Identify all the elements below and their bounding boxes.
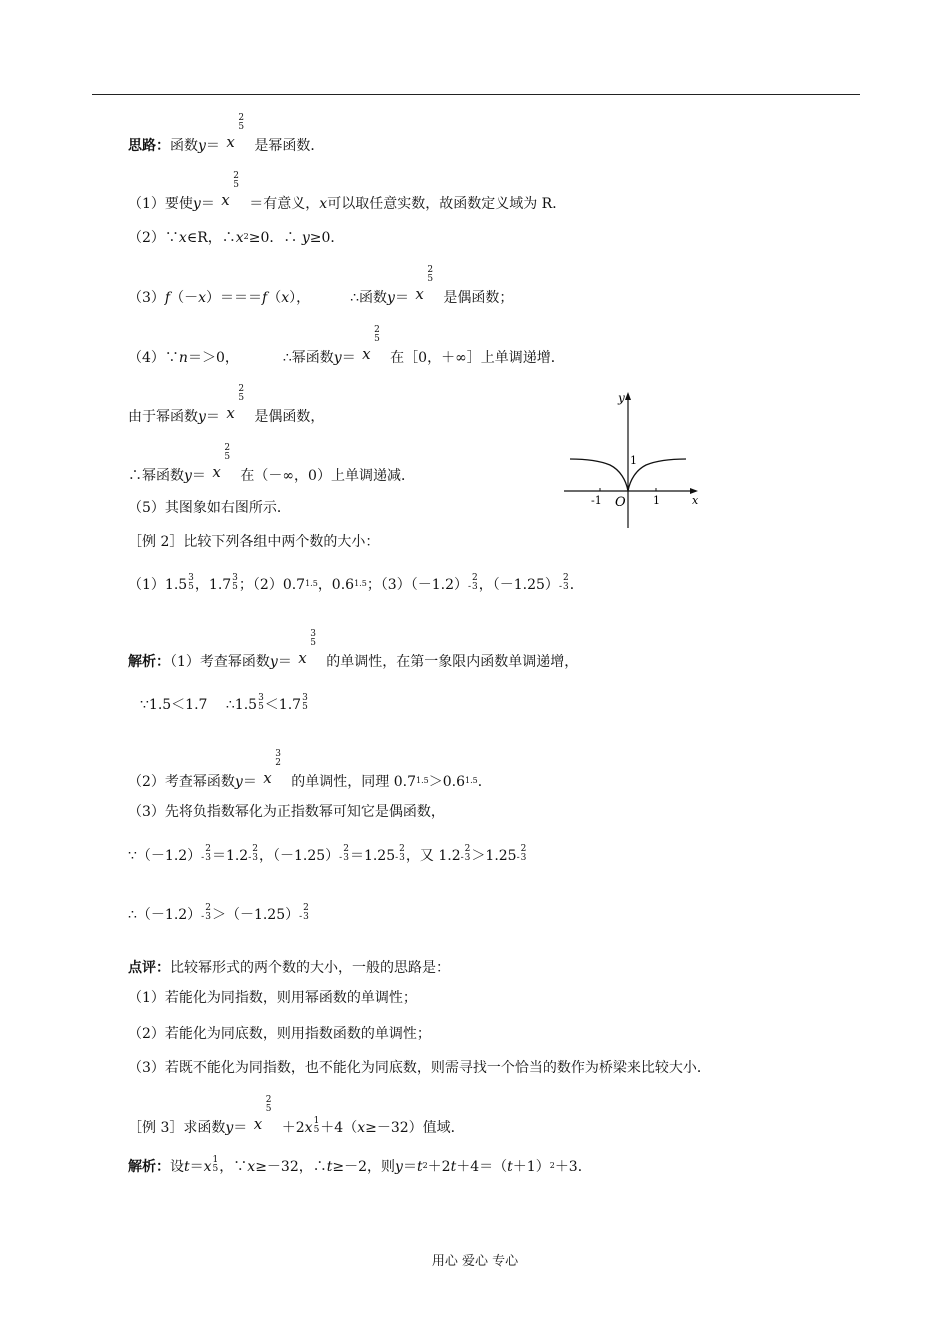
line-tip3: （3）若既不能化为同指数，也不能化为同底数，则需寻找一个恰当的数作为桥梁来比较大小． <box>128 1060 711 1076</box>
power-x-2-5: 2 5 x <box>415 265 434 303</box>
line-q3: （3）f（－x）＝＝＝f（x）， ∴函数y＝ 2 5 x 是偶函数； <box>128 265 514 306</box>
origin-label: O <box>615 495 626 510</box>
power-x-2-5: 2 5 x <box>226 113 245 151</box>
x-axis-label: x <box>692 494 699 507</box>
y-axis-label: y <box>618 391 625 405</box>
curve-left <box>570 459 628 491</box>
power-x-3-5: 3 5 x <box>298 629 317 667</box>
line-jiexi1: 解析：（1）考查幂函数y＝ 3 5 x 的单调性，在第一象限内函数单调递增， <box>128 629 579 670</box>
line-example3: ［例 3］求函数y＝ 2 5 x ＋2x 1 5 ＋4（x≥－32）值域． <box>128 1095 465 1136</box>
power-x-2-5: 2 5 x <box>362 325 380 363</box>
line-compare3-detail: ∵（－1.2）- 2 3 ＝1.2- 2 3 ，（－1.25）- 2 3 ＝1.25- 2 3 ，又 1.2- 2 3 ＞1.25- 2 3 <box>128 844 527 864</box>
page-footer: 用心 爱心 专心 <box>431 1254 519 1269</box>
line-q1: （1）要使y＝ 2 5 x ＝有意义，x可以取任意实数，故函数定义域为 R． <box>128 171 567 212</box>
power-x-2-5: 2 5 x <box>226 384 245 422</box>
tick-label-neg1: -1 <box>591 494 602 507</box>
label-dianping: 点评： <box>128 960 170 976</box>
tick-label-pos1: 1 <box>653 494 660 507</box>
y-axis-arrow <box>625 392 631 400</box>
label-jiexi: 解析： <box>128 654 170 670</box>
line-compare1: ∵1.5＜1.7 ∴1.5 3 5 ＜1.7 3 5 <box>140 693 308 713</box>
line-example2-parts: （1）1.5 3 5 ，1.7 3 5 ；$(2)0.7^{1.5}$，$0.6^{1.5}$；（3）（－1.2）- 2 3 ，（－1.25）- 2 3 ． <box>128 573 584 593</box>
line-q4: （4）∵n＝＞0， ∴幂函数y＝ 2 5 x 在［0，＋∞］上单调递增． <box>128 325 565 366</box>
tick-label-y1: 1 <box>630 454 637 467</box>
line-tip2: （2）若能化为同底数，则用指数函数的单调性； <box>128 1026 431 1042</box>
line-q5: （5）其图象如右图所示． <box>128 500 291 516</box>
label-silu: 思路： <box>128 138 170 154</box>
power-x-2-5: 2 5 x <box>253 1095 272 1133</box>
line-even: 由于幂函数y＝ 2 5 x 是偶函数， <box>128 384 325 425</box>
line-compare3: （3）先将负指数幂化为正指数幂可知它是偶函数， <box>128 804 445 820</box>
line-jiexi3: 解析：设t＝x 1 5 ，∵x≥－32，∴t≥－2，则$y=t^2+2t+4=(t+1)^2+3$． <box>128 1155 592 1175</box>
line-tip1: （1）若能化为同指数，则用幂函数的单调性； <box>128 990 417 1006</box>
header-rule <box>92 94 860 95</box>
power-x-3-2: 3 2 x <box>263 749 282 787</box>
line-silu: 思路：函数y＝ 2 5 x 是幂函数． <box>128 113 325 154</box>
line-decreasing: ∴幂函数y＝ 2 5 x 在（－∞，0）上单调递减． <box>128 443 415 484</box>
power-x-2-5: 2 5 x <box>221 171 240 209</box>
line-compare2: （2）考查幂函数y＝ 3 2 x 的单调性，同理 $0.7^{1.5}>0.6^{1.5}$． <box>128 749 492 790</box>
line-example2: ［例 2］比较下列各组中两个数的大小： <box>128 534 380 550</box>
power-x-2-5: 2 5 x <box>212 443 231 481</box>
line-dianping: 点评：比较幂形式的两个数的大小，一般的思路是： <box>128 960 450 976</box>
power-function-graph <box>560 388 710 536</box>
line-q2: （2）∵x∈R，$\therefore x^2\ge 0$．∴ y≥0． <box>128 230 345 246</box>
label-jiexi: 解析： <box>128 1159 170 1175</box>
line-compare3-result: ∴（－1.2）- 2 3 ＞（－1.25）- 2 3 <box>128 903 309 923</box>
